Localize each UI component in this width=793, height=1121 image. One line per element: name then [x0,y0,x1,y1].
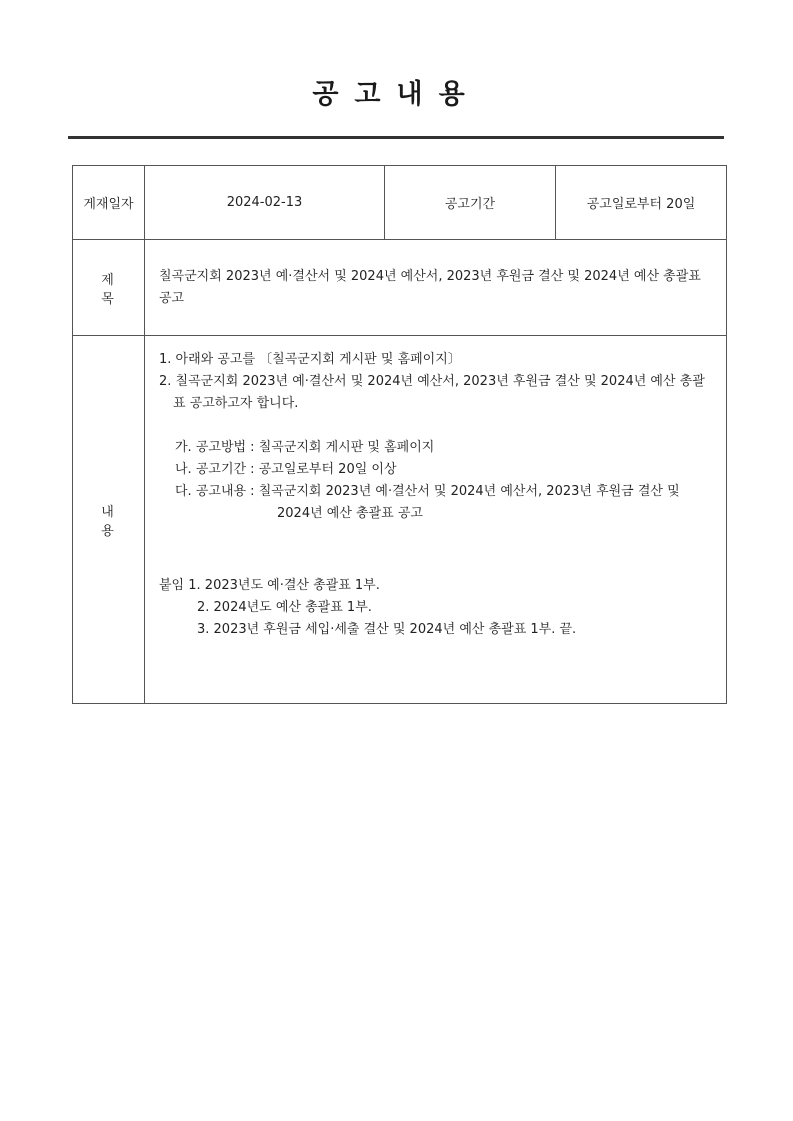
attachment-1-text: 1. 2023년도 예·결산 총괄표 1부. [188,578,380,593]
subject-text: 칠곡군지회 2023년 예·결산서 및 2024년 예산서, 2023년 후원금 결산 및 2024년 예산 총괄표 공고 [145,240,727,336]
content-body [145,336,727,704]
subject-row [73,240,727,336]
page-title: 공고내용 [312,79,481,110]
attachments [159,575,708,641]
posted-date-label: 게재일자 [73,166,145,240]
date-row [73,166,727,240]
content-item-2: 2. 칠곡군지회 2023년 예·결산서 및 2024년 예산서, 2023년 후원금 결산 및 2024년 예산 총괄표 공고하고자 합니다. [159,374,705,411]
title-divider [68,136,724,139]
attachment-1 [159,575,708,597]
content-item-1: 1. 아래와 공고를 〔칠곡군지회 게시판 및 홈페이지〕 [159,352,461,367]
notice-table [72,165,727,704]
sub-items [159,437,708,525]
attachment-3: 3. 2023년 후원금 세입·세출 결산 및 2024년 예산 총괄표 1부. 끝. [197,622,577,637]
subject-label: 제목 [73,240,145,336]
attachments-prefix: 붙임 [159,578,185,593]
sub-item-period: 나. 공고기간 : 공고일로부터 20일 이상 [175,462,397,477]
content-row [73,336,727,704]
attachment-2: 2. 2024년도 예산 총괄표 1부. [197,600,372,615]
content-label: 내용 [73,336,145,704]
sub-item-method: 가. 공고방법 : 칠곡군지회 게시판 및 홈페이지 [175,440,435,455]
notice-period-value: 공고일로부터 20일 [556,166,727,240]
notice-period-label: 공고기간 [385,166,556,240]
sub-item-content: 다. 공고내용 : 칠곡군지회 2023년 예·결산서 및 2024년 예산서, 2023년 후원금 결산 및 2024년 예산 총괄표 공고 [175,484,680,521]
posted-date-value: 2024-02-13 [145,166,385,240]
